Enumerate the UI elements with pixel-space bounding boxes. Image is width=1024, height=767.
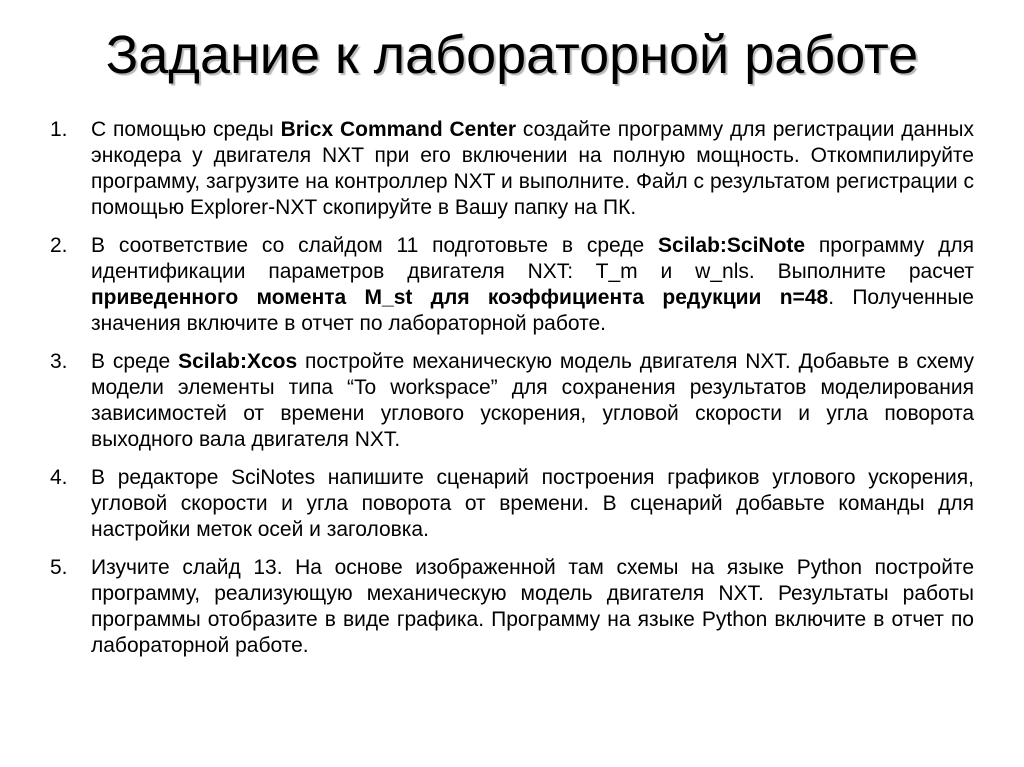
task-text-part: создайте программу для регистрации данных энкодера у двигателя NXT при его включении на полную мощность. Откомпилируйте программу, загрузите на контроллер NXT и выполните. Файл с результатом регистрации с помощью Explorer-NXT скопируйте в Вашу папку на ПК. (91, 118, 974, 219)
task-text-emphasis: Scilab:Xcos (178, 350, 298, 373)
task-text-emphasis: Bricx Command Center (280, 118, 517, 141)
task-text (91, 117, 974, 221)
task-number: 3. (50, 350, 68, 373)
task-text-part: В соответствие со слайдом 11 подготовьте в среде (91, 234, 659, 257)
task-text-part: В среде (91, 350, 179, 373)
task-text-part: Изучите слайд 13. На основе изображенной там схемы на языке Python постройте программу, реализующую механическую модель двигателя NXT. Результаты работы программы отобразите в виде графика. Программу на языке Python включите в отчет по лабораторной работе. (91, 556, 974, 657)
task-text (91, 233, 974, 337)
slide-title: Задание к лабораторной работе (105, 25, 919, 85)
task-text (91, 465, 974, 543)
task-number: 4. (50, 466, 68, 489)
task-number: 5. (50, 556, 68, 579)
task-item-1 (50, 117, 974, 221)
task-item-5 (50, 555, 974, 659)
task-text-part: постройте механическую модель двигателя NXT. Добавьте в схему модели элементы типа “To workspace” для сохранения результатов моделирования зависимостей от времени углового ускорения, угловой скорости и угла поворота выходного вала двигателя NXT. (91, 350, 974, 451)
task-text-emphasis: Scilab:SciNote (658, 234, 806, 257)
task-item-4 (50, 465, 974, 543)
task-text-part: В редакторе SciNotes напишите сценарий построения графиков углового ускорения, угловой скорости и угла поворота от времени. В сценарий добавьте команды для настройки меток осей и заголовка. (91, 466, 974, 541)
task-item-2 (50, 233, 974, 337)
task-list (50, 117, 974, 671)
task-text-part: С помощью среды (91, 118, 281, 141)
task-number: 2. (50, 234, 68, 257)
task-text-emphasis: приведенного момента M_st для коэффициента редукции n=48 (91, 286, 829, 309)
task-text (91, 349, 974, 453)
task-text-part: программу для идентификации параметров двигателя NXT: T_m и w_nls. Выполните расчет (91, 234, 974, 283)
task-text-part: . Полученные значения включите в отчет по лабораторной работе. (91, 286, 974, 335)
task-item-3 (50, 349, 974, 453)
task-number: 1. (50, 118, 68, 141)
task-text (91, 555, 974, 659)
